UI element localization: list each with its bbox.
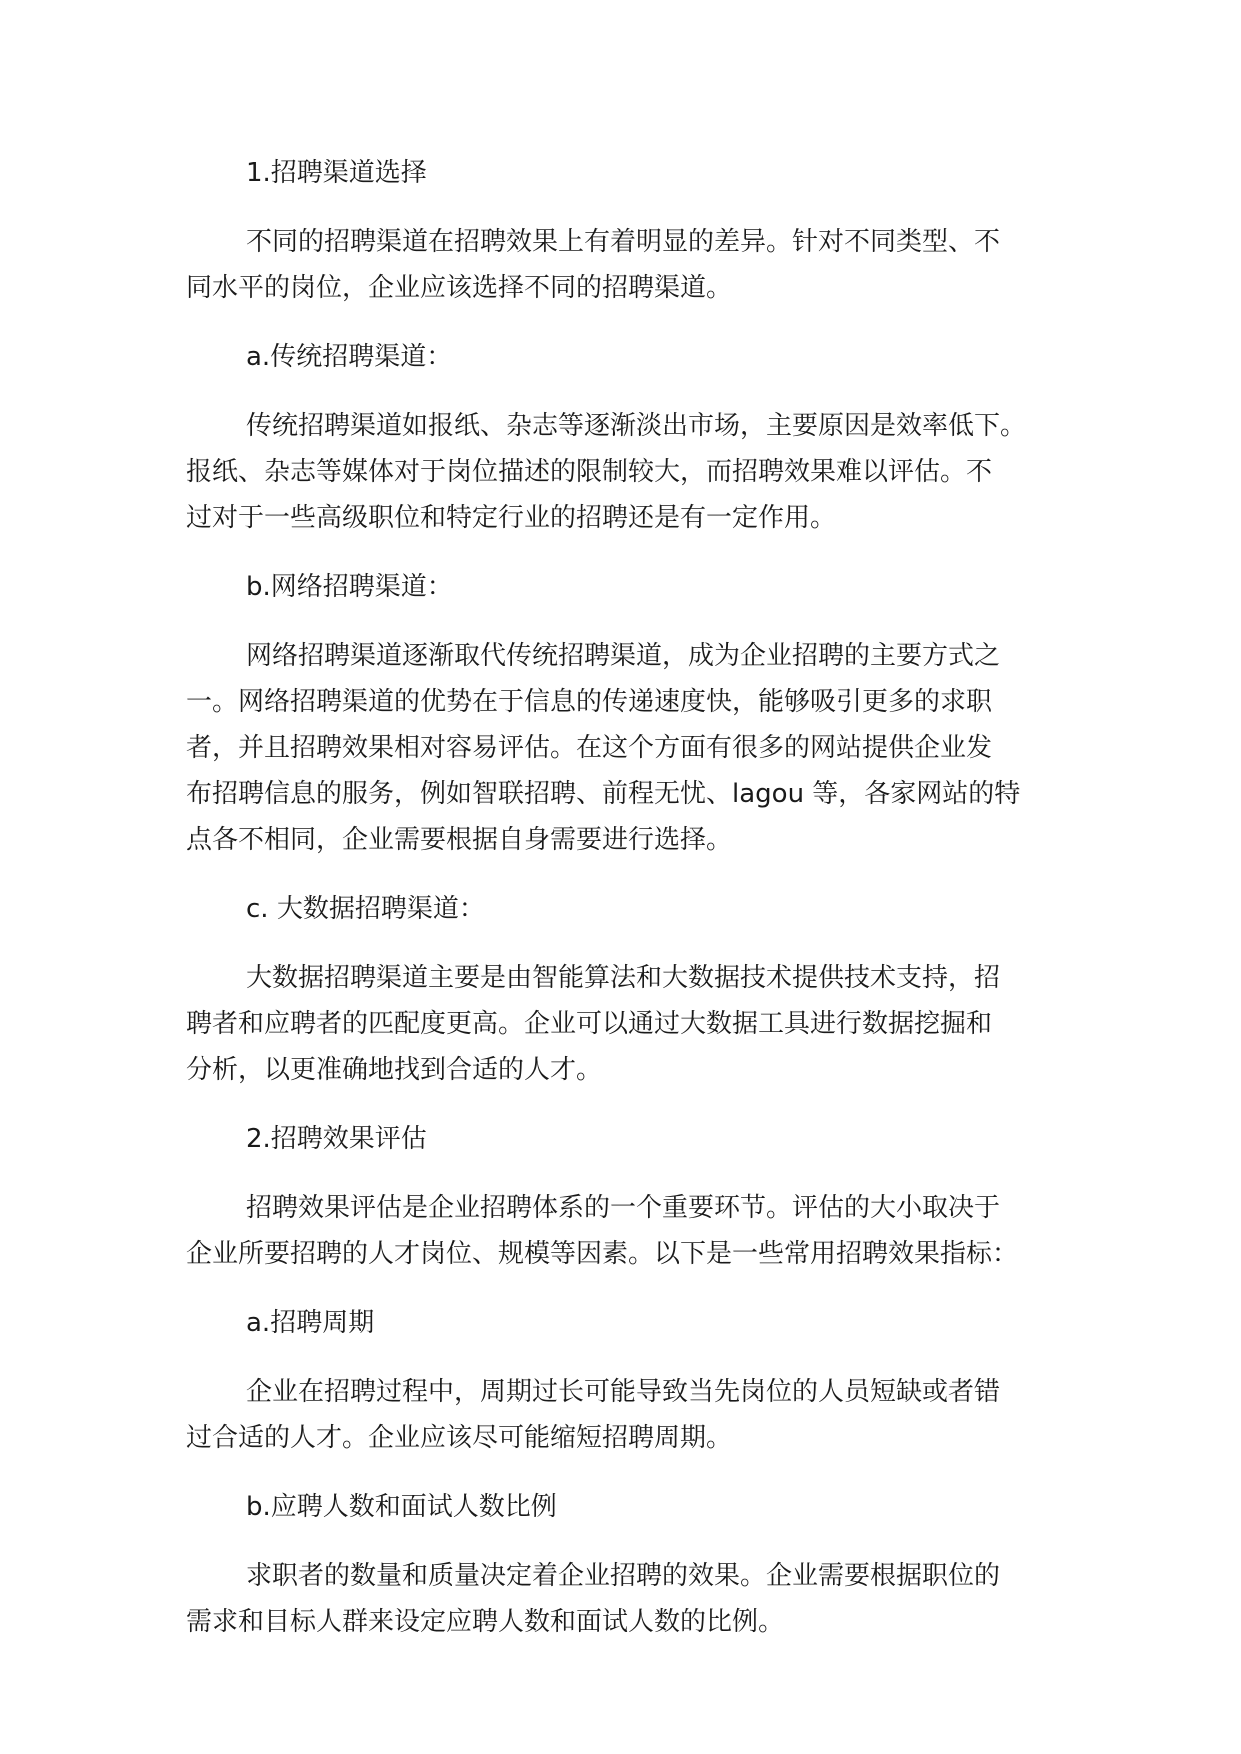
text-line: 过对于一些高级职位和特定行业的招聘还是有一定作用。 (186, 503, 837, 533)
text-line: 聘者和应聘者的匹配度更高。企业可以通过大数据工具进行数据挖掘和 (186, 1009, 993, 1039)
subheading-bigdata (186, 886, 1086, 932)
text-line: c. 大数据招聘渠道： (246, 894, 485, 924)
para-online (186, 633, 1086, 863)
text-line: 者，并且招聘效果相对容易评估。在这个方面有很多的网站提供企业发 (186, 733, 993, 763)
text-line: 1.招聘渠道选择 (246, 158, 427, 188)
text-line: 过合适的人才。企业应该尽可能缩短招聘周期。 (186, 1423, 733, 1453)
text-line: 需求和目标人群来设定应聘人数和面试人数的比例。 (186, 1607, 785, 1637)
heading-channel-selection (186, 150, 1086, 196)
subheading-ratio (186, 1484, 1086, 1530)
text-line: 网络招聘渠道逐渐取代传统招聘渠道，成为企业招聘的主要方式之 (246, 641, 1001, 671)
text-line: 同水平的岗位，企业应该选择不同的招聘渠道。 (186, 273, 733, 303)
text-line: b.网络招聘渠道： (246, 572, 453, 602)
text-line: 招聘效果评估是企业招聘体系的一个重要环节。评估的大小取决于 (246, 1193, 1001, 1223)
text-line: b.应聘人数和面试人数比例 (246, 1492, 557, 1522)
para-channel-intro (186, 219, 1086, 311)
text-line: 布招聘信息的服务，例如智联招聘、前程无忧、lagou 等，各家网站的特 (186, 779, 1021, 809)
subheading-cycle (186, 1300, 1086, 1346)
text-line: 传统招聘渠道如报纸、杂志等逐渐淡出市场，主要原因是效率低下。 (246, 411, 1027, 441)
subheading-online (186, 564, 1086, 610)
text-line: 求职者的数量和质量决定着企业招聘的效果。企业需要根据职位的 (246, 1561, 1001, 1591)
para-traditional (186, 403, 1086, 541)
text-line: 一。网络招聘渠道的优势在于信息的传递速度快，能够吸引更多的求职 (186, 687, 993, 717)
text-line: 报纸、杂志等媒体对于岗位描述的限制较大，而招聘效果难以评估。不 (186, 457, 993, 487)
text-line: 企业在招聘过程中，周期过长可能导致当先岗位的人员短缺或者错 (246, 1377, 1001, 1407)
heading-effect-evaluation (186, 1116, 1086, 1162)
text-line: 企业所要招聘的人才岗位、规模等因素。以下是一些常用招聘效果指标： (186, 1239, 1019, 1269)
text-line: 分析，以更准确地找到合适的人才。 (186, 1055, 603, 1085)
para-ratio (186, 1553, 1086, 1645)
subheading-traditional (186, 334, 1086, 380)
para-cycle (186, 1369, 1086, 1461)
para-evaluation-intro (186, 1185, 1086, 1277)
text-line: a.招聘周期 (246, 1308, 375, 1338)
para-bigdata (186, 955, 1086, 1093)
document-page (186, 150, 1086, 1668)
text-line: 大数据招聘渠道主要是由智能算法和大数据技术提供技术支持，招 (246, 963, 1001, 993)
text-line: 2.招聘效果评估 (246, 1124, 427, 1154)
text-line: a.传统招聘渠道： (246, 342, 453, 372)
text-line: 不同的招聘渠道在招聘效果上有着明显的差异。针对不同类型、不 (246, 227, 1001, 257)
text-line: 点各不相同，企业需要根据自身需要进行选择。 (186, 825, 733, 855)
